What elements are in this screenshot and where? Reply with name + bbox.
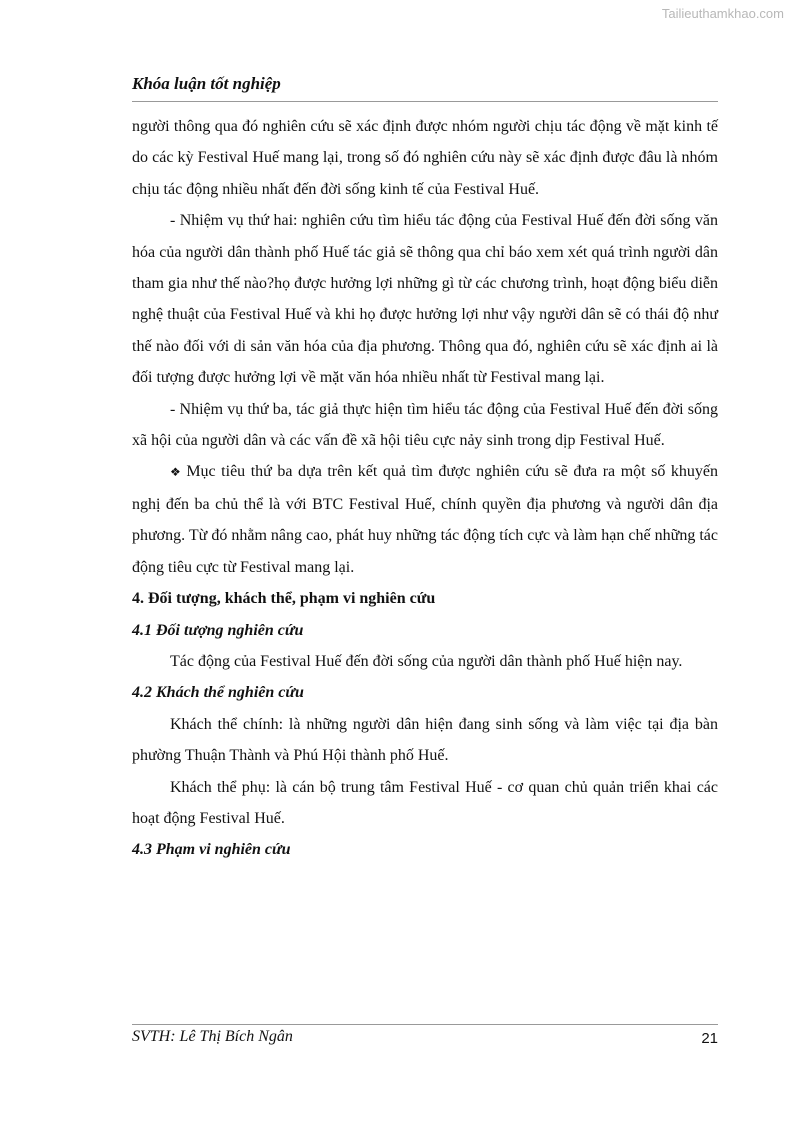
subsection-heading: 4.1 Đối tượng nghiên cứu (132, 621, 304, 639)
header-divider (132, 101, 718, 102)
document-body (132, 111, 718, 866)
watermark: Tailieuthamkhao.com (661, 6, 784, 21)
page-header: Khóa luận tốt nghiệp (132, 74, 281, 93)
paragraph: - Nhiệm vụ thứ hai: nghiên cứu tìm hiểu tác động của Festival Huế đến đời sống văn hóa của người dân thành phố Huế tác giả sẽ thông qua chỉ báo xem xét quá trình người dân tham gia như thế nào?họ được hưởng lợi những gì từ các chương trình, hoạt động biểu diễn nghệ thuật của Festival Huế và khi họ được hưởng lợi như vậy người dân sẽ có thái độ như thế nào đối với di sản văn hóa của địa phương. Thông qua đó, nghiên cứu sẽ xác định ai là đối tượng được hưởng lợi về mặt văn hóa nhiều nhất từ Festival mang lại. (132, 212, 718, 387)
paragraph: người thông qua đó nghiên cứu sẽ xác định được nhóm người chịu tác động về mặt kinh tế do các kỳ Festival Huế mang lại, trong số đó nghiên cứu này sẽ xác định được đâu là nhóm chịu tác động nhiều nhất đến đời sống kinh tế của Festival Huế. (132, 118, 718, 198)
paragraph: Tác động của Festival Huế đến đời sống của người dân thành phố Huế hiện nay. (170, 652, 683, 670)
paragraph: - Nhiệm vụ thứ ba, tác giả thực hiện tìm hiểu tác động của Festival Huế đến đời sống xã hội của người dân và các vấn đề xã hội tiêu cực nảy sinh trong dịp Festival Huế. (132, 400, 718, 450)
paragraph: Khách thể phụ: là cán bộ trung tâm Festival Huế - cơ quan chủ quản triển khai các hoạt động Festival Huế. (132, 778, 718, 827)
subsection-heading: 4.3 Phạm vi nghiên cứu (132, 841, 291, 859)
footer-divider (132, 1024, 718, 1025)
footer-author: SVTH: Lê Thị Bích Ngân (132, 1028, 293, 1045)
bullet-text: Mục tiêu thứ ba dựa trên kết quả tìm được nghiên cứu sẽ đưa ra một số khuyến nghị đến ba chủ thể là với BTC Festival Huế, chính quyền địa phương và người dân địa phương. Từ đó nhằm nâng cao, phát huy những tác động tích cực và làm hạn chế những tác động tiêu cực từ Festival mang lại. (132, 463, 718, 576)
section-heading: 4. Đối tượng, khách thể, phạm vi nghiên cứu (132, 590, 436, 608)
paragraph: Khách thể chính: là những người dân hiện đang sinh sống và làm việc tại địa bàn phường Thuận Thành và Phú Hội thành phố Huế. (132, 715, 718, 765)
diamond-bullet-icon: ❖ (170, 465, 183, 480)
page-number: 21 (701, 1030, 718, 1047)
subsection-heading: 4.2 Khách thể nghiên cứu (132, 684, 304, 702)
bullet-paragraph (132, 456, 718, 583)
